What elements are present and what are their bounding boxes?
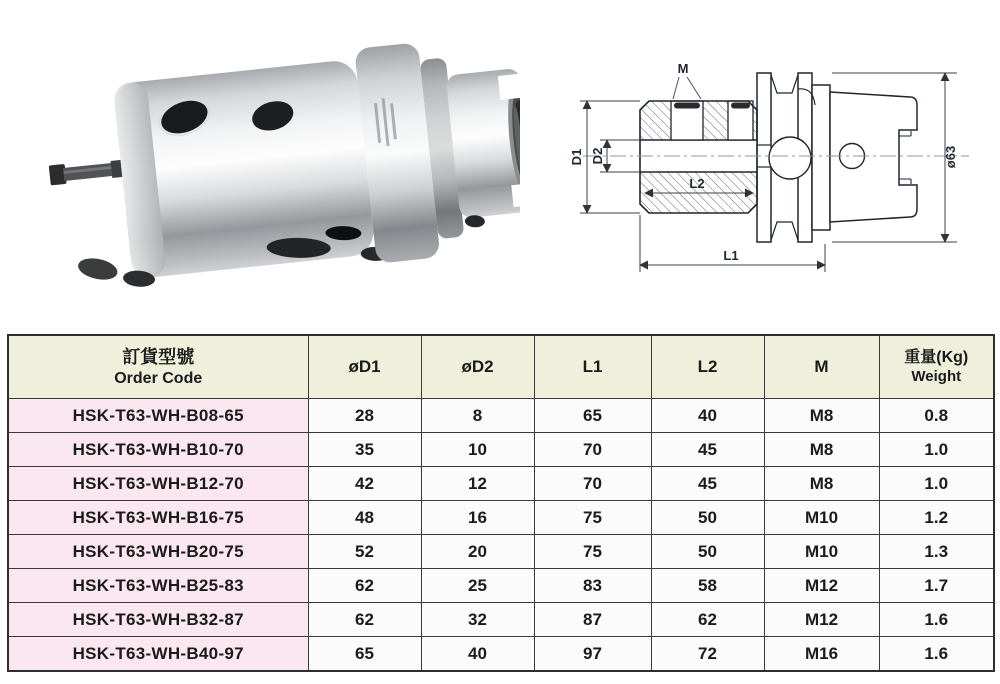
cell-order-code: HSK-T63-WH-B08-65 xyxy=(8,399,308,433)
table-row xyxy=(8,569,994,603)
cell-m: M12 xyxy=(764,569,879,603)
cell-d1: 52 xyxy=(308,535,421,569)
cell-m: M10 xyxy=(764,501,879,535)
table-row xyxy=(8,433,994,467)
bore-dome xyxy=(769,137,811,179)
cell-order-code: HSK-T63-WH-B16-75 xyxy=(8,501,308,535)
cell-order-code: HSK-T63-WH-B20-75 xyxy=(8,535,308,569)
dim-label-dia63: ø63 xyxy=(943,145,958,169)
cell-m: M8 xyxy=(764,433,879,467)
spec-table xyxy=(7,334,995,672)
cell-weight: 1.6 xyxy=(879,603,994,637)
dim-label-d2: D2 xyxy=(590,147,605,165)
header-d1: øD1 xyxy=(308,335,421,399)
cell-d1: 42 xyxy=(308,467,421,501)
table-row xyxy=(8,603,994,637)
dim-label-m: M xyxy=(677,61,689,76)
header-row xyxy=(8,335,994,399)
product-photo-image xyxy=(28,18,520,306)
cell-l1: 75 xyxy=(534,535,651,569)
header-weight xyxy=(879,335,994,399)
cell-d2: 32 xyxy=(421,603,534,637)
cell-m: M16 xyxy=(764,637,879,672)
dim-label-l2: L2 xyxy=(689,176,705,191)
product-photo xyxy=(28,18,520,306)
cell-l2: 50 xyxy=(651,501,764,535)
header-l2: L2 xyxy=(651,335,764,399)
cell-weight: 1.3 xyxy=(879,535,994,569)
header-weight-en: Weight xyxy=(911,368,962,386)
header-m: M xyxy=(764,335,879,399)
cell-d2: 25 xyxy=(421,569,534,603)
cell-l2: 45 xyxy=(651,467,764,501)
cell-l1: 97 xyxy=(534,637,651,672)
cell-d1: 62 xyxy=(308,603,421,637)
cell-l1: 83 xyxy=(534,569,651,603)
cell-m: M12 xyxy=(764,603,879,637)
cell-order-code: HSK-T63-WH-B12-70 xyxy=(8,467,308,501)
cell-d1: 28 xyxy=(308,399,421,433)
cell-l2: 45 xyxy=(651,433,764,467)
cell-weight: 1.0 xyxy=(879,467,994,501)
cell-d1: 48 xyxy=(308,501,421,535)
cell-weight: 0.8 xyxy=(879,399,994,433)
cell-order-code: HSK-T63-WH-B40-97 xyxy=(8,637,308,672)
cell-d2: 12 xyxy=(421,467,534,501)
header-order-code-en: Order Code xyxy=(114,370,203,388)
cell-l1: 70 xyxy=(534,433,651,467)
cell-m: M10 xyxy=(764,535,879,569)
cell-order-code: HSK-T63-WH-B10-70 xyxy=(8,433,308,467)
cell-d2: 10 xyxy=(421,433,534,467)
cell-m: M8 xyxy=(764,399,879,433)
cell-l1: 75 xyxy=(534,501,651,535)
cell-weight: 1.2 xyxy=(879,501,994,535)
cell-order-code: HSK-T63-WH-B32-87 xyxy=(8,603,308,637)
header-weight-zh: 重量(Kg) xyxy=(904,349,969,367)
cell-weight: 1.0 xyxy=(879,433,994,467)
technical-drawing xyxy=(565,15,999,307)
cell-l2: 50 xyxy=(651,535,764,569)
cell-l2: 72 xyxy=(651,637,764,672)
cell-l2: 58 xyxy=(651,569,764,603)
table-row xyxy=(8,501,994,535)
cell-d2: 20 xyxy=(421,535,534,569)
table-row xyxy=(8,535,994,569)
header-l1: L1 xyxy=(534,335,651,399)
dim-label-d1: D1 xyxy=(569,148,584,166)
table-row xyxy=(8,399,994,433)
cell-d1: 62 xyxy=(308,569,421,603)
cell-m: M8 xyxy=(764,467,879,501)
table-row xyxy=(8,467,994,501)
spec-table-wrap xyxy=(7,334,993,672)
header-d2: øD2 xyxy=(421,335,534,399)
header-order-code xyxy=(8,335,308,399)
cell-d2: 40 xyxy=(421,637,534,672)
cell-d1: 65 xyxy=(308,637,421,672)
cell-l1: 70 xyxy=(534,467,651,501)
cell-l1: 87 xyxy=(534,603,651,637)
cell-weight: 1.6 xyxy=(879,637,994,672)
dim-label-l1: L1 xyxy=(723,248,739,263)
cell-d2: 8 xyxy=(421,399,534,433)
table-row xyxy=(8,637,994,672)
cell-weight: 1.7 xyxy=(879,569,994,603)
cell-d1: 35 xyxy=(308,433,421,467)
cell-order-code: HSK-T63-WH-B25-83 xyxy=(8,569,308,603)
cell-l2: 62 xyxy=(651,603,764,637)
header-order-code-zh: 訂貨型號 xyxy=(122,346,195,367)
technical-drawing-image xyxy=(565,15,999,307)
cell-l1: 65 xyxy=(534,399,651,433)
tool-pin xyxy=(49,158,127,186)
cell-d2: 16 xyxy=(421,501,534,535)
cell-l2: 40 xyxy=(651,399,764,433)
